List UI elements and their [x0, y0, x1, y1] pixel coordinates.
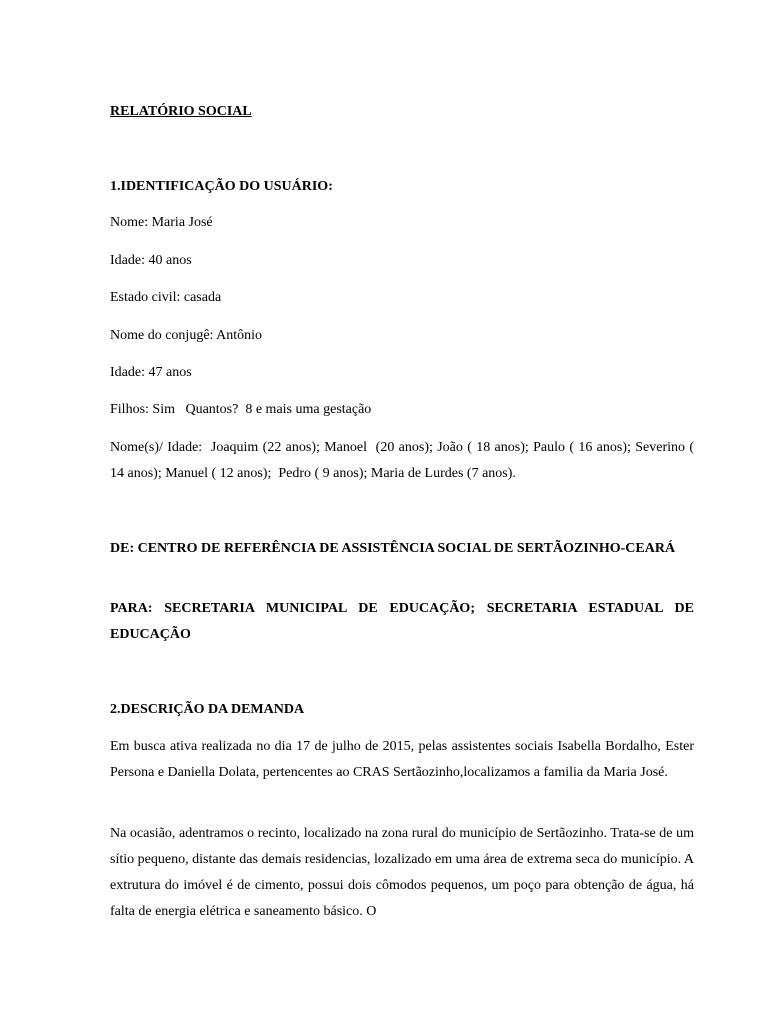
section1-heading: 1.IDENTIFICAÇÃO DO USUÁRIO: [110, 179, 333, 194]
de-line: DE: CENTRO DE REFERÊNCIA DE ASSISTÊNCIA SOCIAL DE SERTÃOZINHO-CEARÁ [110, 541, 676, 556]
field-nomes-idades: Nome(s)/ Idade: Joaquim (22 anos); Manoel (20 anos); João ( 18 anos); Paulo ( 16 anos); Severino ( 14 anos); Manuel ( 12 anos); Pedro ( 9 anos); Maria de Lurdes (7 anos). [110, 440, 698, 481]
document-title: RELATÓRIO SOCIAL [110, 104, 252, 119]
field-conjuge: Nome do conjugê: Antônio [110, 328, 263, 343]
field-nome: Nome: Maria José [110, 215, 213, 230]
field-filhos: Filhos: Sim Quantos? 8 e mais uma gestação [110, 402, 372, 417]
field-idade-conjuge: Idade: 47 anos [110, 365, 192, 380]
field-idade: Idade: 40 anos [110, 253, 192, 268]
paragraph-1: Em busca ativa realizada no dia 17 de julho de 2015, pelas assistentes sociais Isabella Bordalho, Ester Persona e Daniella Dolata, pertencentes ao CRAS Sertãozinho,localizamos a familia da Maria José. [110, 739, 694, 780]
para-line: PARA: SECRETARIA MUNICIPAL DE EDUCAÇÃO; SECRETARIA ESTADUAL DE EDUCAÇÃO [110, 601, 694, 642]
field-estado-civil: Estado civil: casada [110, 290, 222, 305]
paragraph-2: Na ocasião, adentramos o recinto, localizado na zona rural do município de Sertãozinho. Trata-se de um sítio pequeno, distante das demais residencias, lozalizado em uma área de extrema seca do município. A extrutura do imóvel é de cimento, possui dois cômodos pequenos, um poço para obtenção de água, há falta de energia elétrica e saneamento básico. O [110, 826, 694, 919]
section2-heading: 2.DESCRIÇÃO DA DEMANDA [110, 702, 305, 717]
